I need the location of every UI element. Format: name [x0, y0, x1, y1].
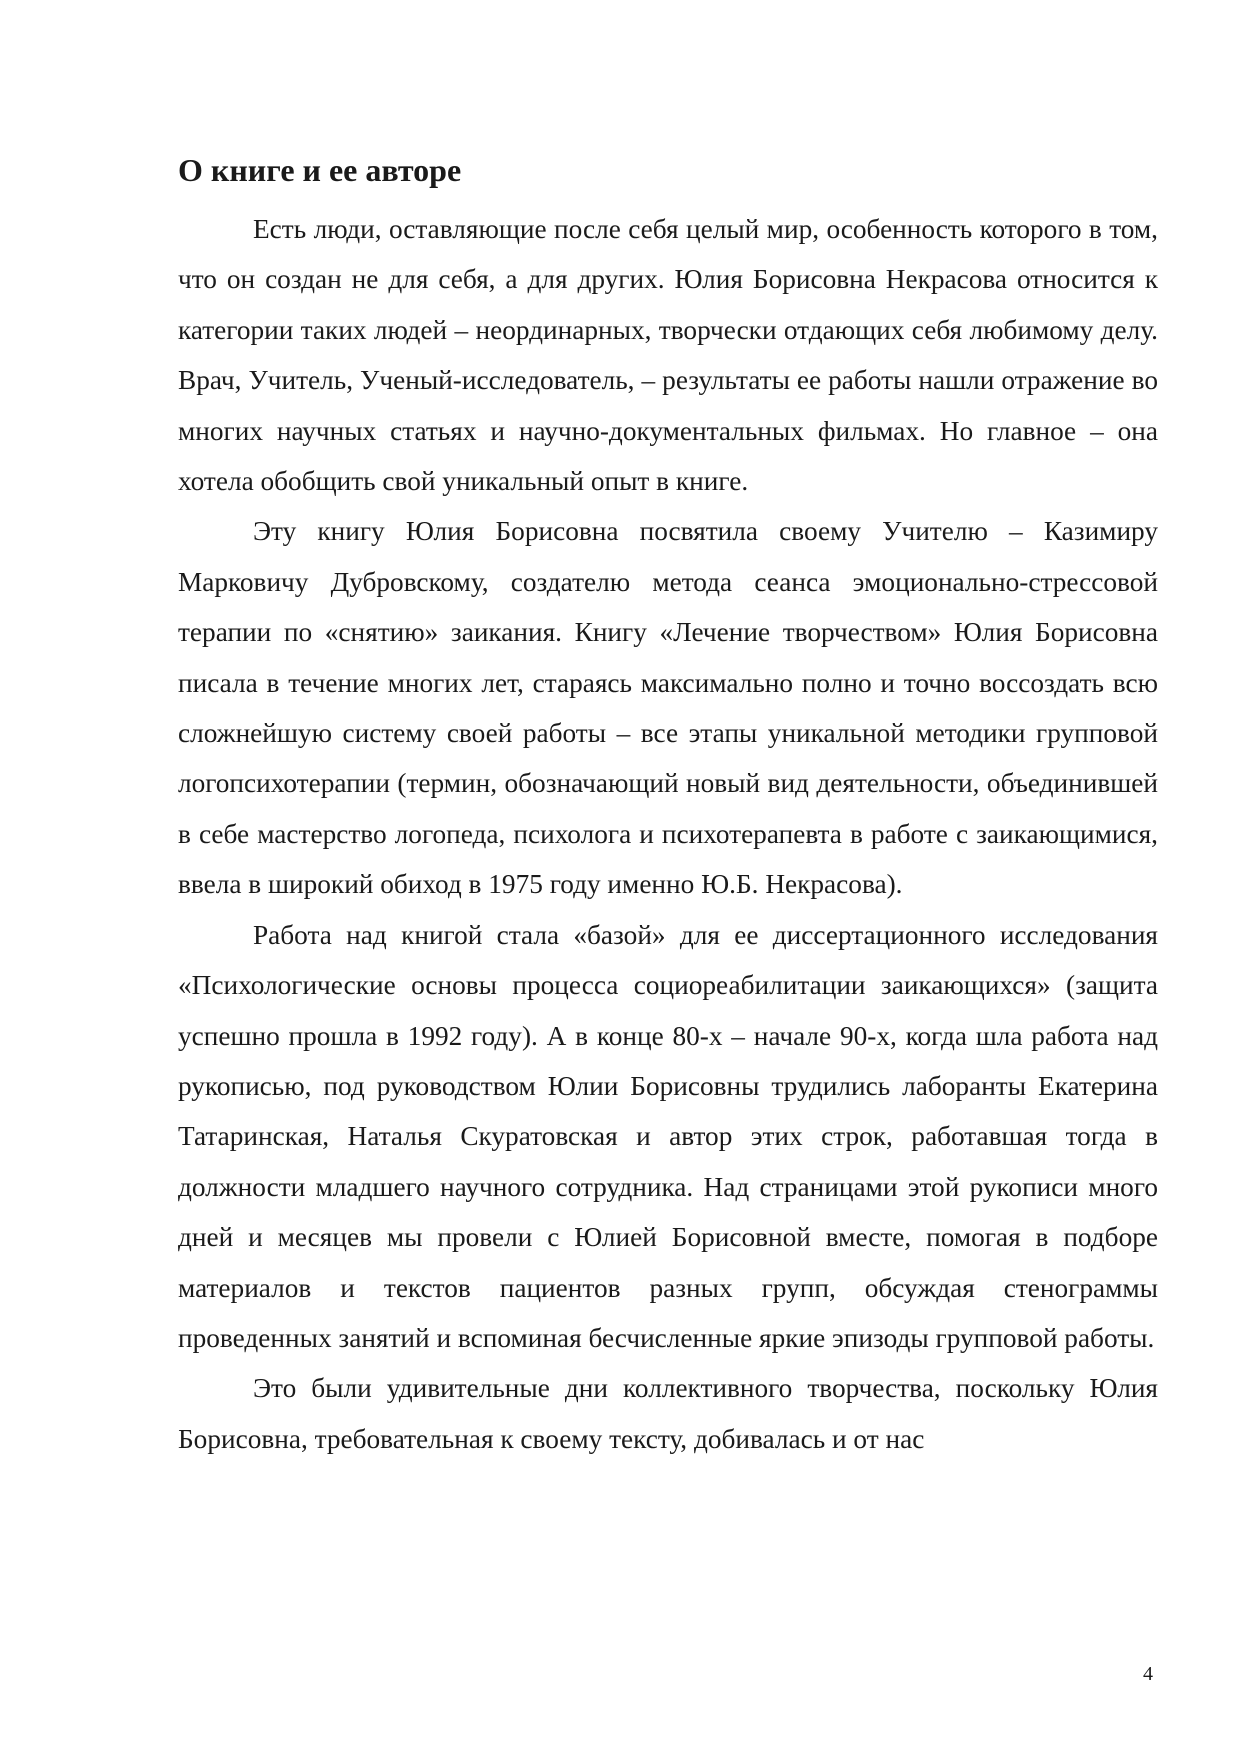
page-title: О книге и ее авторе [178, 152, 462, 188]
paragraph-4: Это были удивительные дни коллективного творчества, поскольку Юлия Борисовна, требовательная к своему тексту, добивалась и от нас [178, 1373, 1158, 1454]
body-text [178, 204, 1158, 1464]
paragraph-3: Работа над книгой стала «базой» для ее диссертационного исследования «Психологические основы процесса социореабилитации заикающихся» (защита успешно прошла в 1992 году). А в конце 80-х – начале 90-х, когда шла работа над рукописью, под руководством Юлии Борисовны трудились лаборанты Екатерина Татаринская, Наталья Скуратовская и автор этих строк, работавшая тогда в должности младшего научного сотрудника. Над страницами этой рукописи много дней и месяцев мы провели с Юлией Борисовной вместе, помогая в подборе материалов и текстов пациентов разных групп, обсуждая стенограммы проведенных занятий и вспоминая бесчисленные яркие эпизоды групповой работы. [178, 919, 1158, 1353]
paragraph-1: Есть люди, оставляющие после себя целый мир, особенность которого в том, что он создан не для себя, а для других. Юлия Борисовна Некрасова относится к категории таких людей – неординарных, творчески отдающих себя любимому делу. Врач, Учитель, Ученый-исследователь, – результаты ее работы нашли отражение во многих научных статьях и научно-документальных фильмах. Но главное – она хотела обобщить свой уникальный опыт в книге. [178, 214, 1158, 497]
page-number: 4 [1143, 1663, 1153, 1685]
paragraph-2: Эту книгу Юлия Борисовна посвятила своему Учителю – Казимиру Марковичу Дубровскому, создателю метода сеанса эмоционально-стрессовой терапии по «снятию» заикания. Книгу «Лечение творчеством» Юлия Борисовна писала в течение многих лет, стараясь максимально полно и точно воссоздать всю сложнейшую систему своей работы – все этапы уникальной методики групповой логопсихотерапии (термин, обозначающий новый вид деятельности, объединившей в себе мастерство логопеда, психолога и психотерапевта в работе с заикающимися, ввела в широкий обиход в 1975 году именно Ю.Б. Некрасова). [178, 516, 1158, 900]
